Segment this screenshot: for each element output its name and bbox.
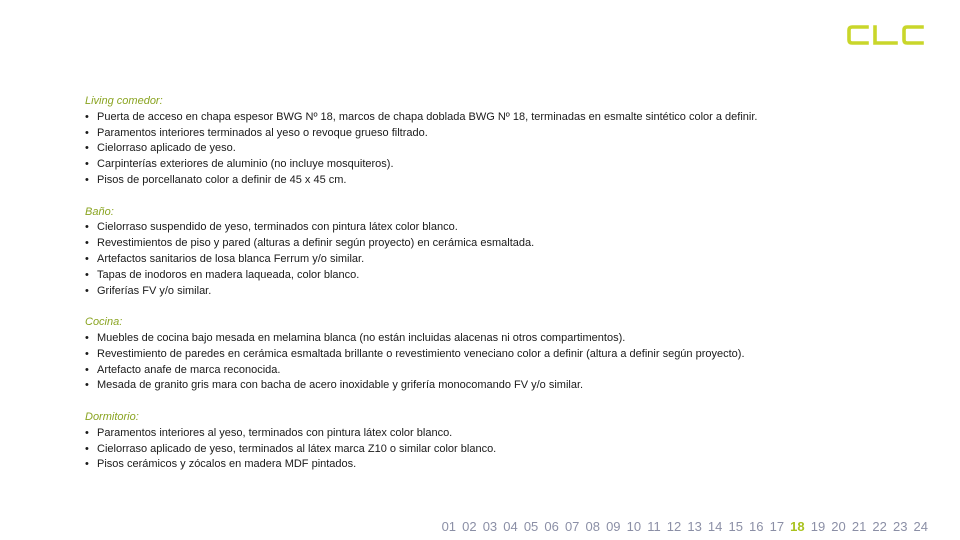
- page-link-20[interactable]: 20: [831, 519, 846, 534]
- list-item-text: Cielorraso suspendido de yeso, terminados con pintura látex color blanco.: [97, 221, 458, 234]
- page-link-13[interactable]: 13: [687, 519, 702, 534]
- bullet-icon: •: [85, 268, 89, 281]
- list-item-text: Mesada de granito gris mara con bacha de acero inoxidable y grifería monocomando FV y/o similar.: [97, 379, 584, 392]
- bullet-icon: •: [85, 426, 89, 439]
- list-item: [85, 126, 935, 142]
- list-item: [85, 378, 935, 394]
- list-item: [85, 457, 935, 473]
- clc-logo: [846, 22, 926, 48]
- section-0: [85, 94, 935, 189]
- list-item: [85, 236, 935, 252]
- page-link-08[interactable]: 08: [585, 519, 600, 534]
- page-link-21[interactable]: 21: [851, 519, 867, 534]
- bullet-icon: •: [85, 221, 89, 234]
- bullet-icon: •: [85, 379, 89, 392]
- page-link-02[interactable]: 02: [462, 519, 477, 534]
- page-link-03[interactable]: 03: [482, 519, 498, 534]
- page-link-12[interactable]: 12: [666, 519, 682, 534]
- list-item: [85, 252, 935, 268]
- bullet-icon: •: [85, 173, 89, 186]
- page-link-18[interactable]: 18: [790, 519, 805, 534]
- page-link-14[interactable]: 14: [707, 519, 723, 534]
- page-link-15[interactable]: 15: [728, 519, 743, 534]
- bullet-icon: •: [85, 458, 89, 471]
- page-navigation: [435, 519, 928, 534]
- list-item: [85, 141, 935, 157]
- list-item: [85, 110, 935, 126]
- list-item: [85, 268, 935, 284]
- bullet-list: [85, 331, 935, 394]
- section-heading: Living comedor:: [85, 95, 163, 107]
- list-item: [85, 173, 935, 189]
- list-item: [85, 284, 935, 300]
- section-3: [85, 410, 935, 473]
- page-link-11[interactable]: 11: [647, 519, 661, 534]
- section-1: [85, 205, 935, 300]
- list-item-text: Muebles de cocina bajo mesada en melamina blanca (no están incluidas alacenas ni otros compartimentos).: [97, 331, 626, 344]
- list-item-text: Revestimientos de piso y pared (alturas a definir según proyecto) en cerámica esmaltada.: [97, 237, 535, 250]
- bullet-list: [85, 220, 935, 299]
- list-item-text: Pisos cerámicos y zócalos en madera MDF pintados.: [97, 458, 357, 471]
- page-link-05[interactable]: 05: [523, 519, 539, 534]
- list-item: [85, 331, 935, 347]
- page-link-24[interactable]: 24: [913, 519, 928, 534]
- list-item: [85, 442, 935, 458]
- section-heading: Baño:: [85, 205, 114, 218]
- list-item: [85, 363, 935, 379]
- list-item-text: Cielorraso aplicado de yeso.: [97, 142, 236, 155]
- bullet-icon: •: [85, 363, 89, 376]
- list-item-text: Puerta de acceso en chapa espesor BWG Nº 18, marcos de chapa doblada BWG Nº 18, terminadas en esmalte sintético color a definir.: [97, 110, 758, 123]
- page-link-09[interactable]: 09: [606, 519, 621, 534]
- page-link-16[interactable]: 16: [749, 519, 764, 534]
- bullet-icon: •: [85, 442, 89, 455]
- page-link-01[interactable]: 01: [441, 519, 457, 534]
- page-link-10[interactable]: 10: [626, 519, 642, 534]
- list-item-text: Cielorraso aplicado de yeso, terminados al látex marca Z10 o similar color blanco.: [97, 442, 497, 455]
- bullet-icon: •: [85, 142, 89, 155]
- section-heading: Cocina:: [85, 316, 123, 329]
- list-item-text: Revestimiento de paredes en cerámica esmaltada brillante o revestimiento veneciano color a definir (altura a definir según proyecto).: [97, 347, 745, 360]
- bullet-list: [85, 426, 935, 473]
- bullet-icon: •: [85, 126, 89, 139]
- list-item: [85, 347, 935, 363]
- page-link-06[interactable]: 06: [544, 519, 559, 534]
- list-item-text: Artefacto anafe de marca reconocida.: [97, 363, 281, 376]
- section-2: [85, 315, 935, 394]
- list-item: [85, 157, 935, 173]
- list-item: [85, 426, 935, 442]
- list-item-text: Carpinterías exteriores de aluminio (no incluye mosquiteros).: [97, 158, 394, 171]
- bullet-icon: •: [85, 284, 89, 297]
- page-link-23[interactable]: 23: [892, 519, 908, 534]
- list-item-text: Paramentos interiores terminados al yeso o revoque grueso filtrado.: [97, 126, 428, 139]
- page-link-19[interactable]: 19: [810, 519, 826, 534]
- bullet-icon: •: [85, 252, 89, 265]
- bullet-icon: •: [85, 331, 89, 344]
- list-item-text: Tapas de inodoros en madera laqueada, color blanco.: [97, 268, 360, 281]
- specifications-content: [85, 94, 935, 489]
- list-item-text: Paramentos interiores al yeso, terminados con pintura látex color blanco.: [97, 426, 453, 439]
- bullet-icon: •: [85, 237, 89, 250]
- section-heading: Dormitorio:: [85, 410, 139, 423]
- bullet-list: [85, 110, 935, 189]
- list-item: [85, 220, 935, 236]
- list-item-text: Griferías FV y/o similar.: [97, 284, 212, 297]
- page-link-22[interactable]: 22: [872, 519, 887, 534]
- page-link-04[interactable]: 04: [503, 519, 518, 534]
- bullet-icon: •: [85, 110, 89, 123]
- bullet-icon: •: [85, 347, 89, 360]
- list-item-text: Pisos de porcellanato color a definir de 45 x 45 cm.: [97, 173, 347, 186]
- bullet-icon: •: [85, 158, 89, 171]
- page-link-17[interactable]: 17: [769, 519, 785, 534]
- page-link-07[interactable]: 07: [564, 519, 580, 534]
- list-item-text: Artefactos sanitarios de losa blanca Ferrum y/o similar.: [97, 252, 365, 265]
